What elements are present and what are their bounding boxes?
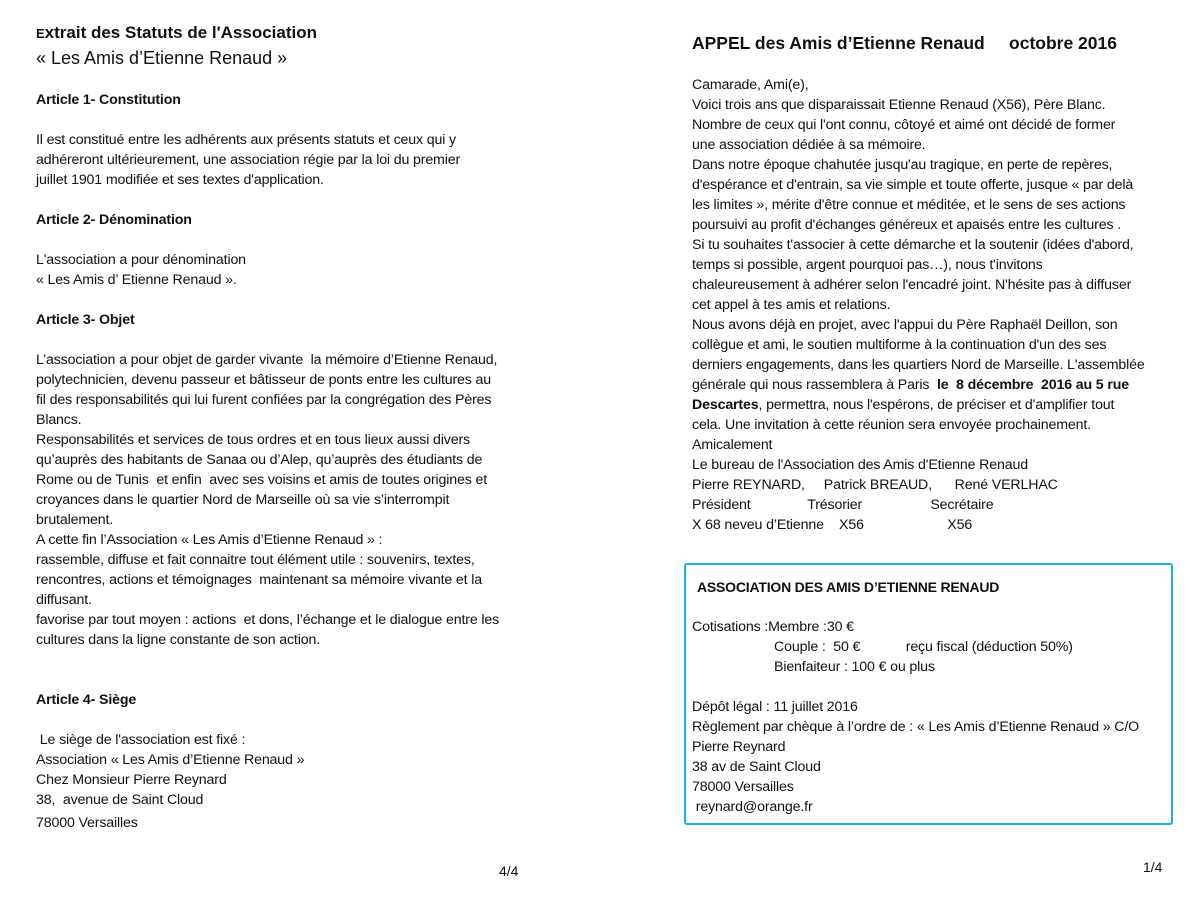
text-line: adhéreront ultérieurement, une association régie par la loi du premier <box>36 152 461 168</box>
text-line: rencontres, actions et témoignages maintenant sa mémoire vivante et la <box>36 572 482 588</box>
text-line: cet appel à tes amis et relations. <box>692 297 891 313</box>
article-4-heading: Article 4- Siège <box>36 692 137 708</box>
text-line: L’association a pour objet de garder vivante la mémoire d’Etienne Renaud, <box>36 352 498 368</box>
text-line: Le bureau de l'Association des Amis d'Etienne Renaud <box>692 457 1028 473</box>
statuts-title: Extrait des Statuts de l'Association <box>36 23 318 42</box>
text-line: Blancs. <box>36 412 82 428</box>
text-line: Amicalement <box>692 437 773 453</box>
article-4-body <box>36 730 304 833</box>
text-line: polytechnicien, devenu passeur et bâtisseur de ponts entre les cultures au <box>36 372 492 388</box>
article-2-heading: Article 2- Dénomination <box>36 212 192 228</box>
appel-letter-body <box>692 75 1145 535</box>
text-line: « Les Amis d’ Etienne Renaud ». <box>36 272 237 288</box>
text-line: diffusant. <box>36 592 92 608</box>
text-line: poursuivi au profit d'échanges généreux et apaisés entre les cultures . <box>692 217 1121 233</box>
signatories-details: X 68 neveu d’Etienne X56 X56 <box>692 517 973 533</box>
text-line: L'association a pour dénomination <box>36 252 246 268</box>
article-2-body <box>36 250 246 290</box>
assembly-date: le 8 décembre 2016 au 5 rue <box>936 377 1129 393</box>
text-line: fil des responsabilités qui lui furent confiées par la congrégation des Pères <box>36 392 492 408</box>
text-line: favorise par tout moyen : actions et dons, l’échange et le dialogue entre les <box>36 612 500 628</box>
signatories-roles: Président Trésorier Secrétaire <box>692 497 994 513</box>
fee-bienfaiteur: Bienfaiteur : 100 € ou plus <box>774 659 935 675</box>
page-number-left: 4/4 <box>499 863 519 879</box>
appel-title: APPEL des Amis d’Etienne Renaud octobre 2016 <box>692 33 1117 53</box>
text-line: juillet 1901 modifiée et ses textes d'application. <box>36 172 324 188</box>
fee-couple: Couple : 50 € reçu fiscal (déduction 50%) <box>774 639 1073 655</box>
text-line: cela. Une invitation à cette réunion sera envoyée prochainement. <box>692 417 1091 433</box>
text-line: Nombre de ceux qui l'ont connu, côtoyé et aimé ont décidé de former <box>692 117 1116 133</box>
contact-email: reynard@orange.fr <box>692 799 813 815</box>
statuts-subtitle: « Les Amis d’Etienne Renaud » <box>36 48 288 68</box>
text-line: 78000 Versailles <box>36 815 138 831</box>
text-line: Si tu souhaites t'associer à cette démarche et la soutenir (idées d'abord, <box>692 237 1134 253</box>
text-line: Rome ou de Tunis et enfin avec ses voisins et amis de toutes origines et <box>36 472 488 488</box>
text-line: qu’auprès des habitants de Sanaa ou d’Alep, qu’auprès des étudiants de <box>36 452 483 468</box>
membership-box-title: ASSOCIATION DES AMIS D’ETIENNE RENAUD <box>697 579 1000 595</box>
text-line: Le siège de l'association est fixé : <box>36 732 246 748</box>
article-3-body <box>36 350 499 650</box>
article-1-body <box>36 130 460 190</box>
membership-box <box>684 563 1173 825</box>
text-line: A cette fin l’Association « Les Amis d’Etienne Renaud » : <box>36 532 383 548</box>
text-line: Il est constitué entre les adhérents aux présents statuts et ceux qui y <box>36 132 456 148</box>
assembly-line: générale qui nous rassemblera à Paris le 8 décembre 2016 au 5 rue <box>692 377 1129 393</box>
text-line: chaleureusement à adhérer selon l'encadré joint. N'hésite pas à diffuser <box>692 277 1132 293</box>
text-line: Chez Monsieur Pierre Reynard <box>36 772 227 788</box>
depot-legal: Dépôt légal : 11 juillet 2016 <box>692 699 858 715</box>
text-line: Responsabilités et services de tous ordres et en tous lieux aussi divers <box>36 432 470 448</box>
address-street: 38 av de Saint Cloud <box>692 759 821 775</box>
text-line: brutalement. <box>36 512 114 528</box>
text-line: rassemble, diffuse et fait connaitre tout élément utile : souvenirs, textes, <box>36 552 475 568</box>
reglement-line: Règlement par chèque à l’ordre de : « Les Amis d’Etienne Renaud » C/O <box>692 719 1140 735</box>
descartes-line: Descartes, permettra, nous l'espérons, de préciser et d'amplifier tout <box>692 397 1115 413</box>
signatories-names: Pierre REYNARD, Patrick BREAUD, René VERLHAC <box>692 477 1058 493</box>
page-number-right: 1/4 <box>1143 859 1163 875</box>
text-line: collègue et ami, le soutien multiforme à la continuation d'un des ses <box>692 337 1107 353</box>
text-line: derniers engagements, dans les quartiers Nord de Marseille. L'assemblée <box>692 357 1145 373</box>
text-line: Dans notre époque chahutée jusqu'au tragique, en perte de repères, <box>692 157 1113 173</box>
text-line: Camarade, Ami(e), <box>692 77 809 93</box>
text-line: cultures dans la ligne constante de son action. <box>36 632 320 648</box>
text-line: croyances dans le quartier Nord de Marseille où sa vie s’interrompit <box>36 492 450 508</box>
fee-membre: Cotisations :Membre :30 € <box>692 619 854 635</box>
membership-fees <box>692 617 1073 677</box>
text-line: Association « Les Amis d’Etienne Renaud » <box>36 752 305 768</box>
text-line: d'espérance et d'entrain, sa vie simple et toute offerte, jusque « par delà <box>692 177 1134 193</box>
text-line: 38, avenue de Saint Cloud <box>36 792 204 808</box>
assembly-street: Descartes <box>692 397 759 413</box>
text-line: temps si possible, argent pourquoi pas…), nous t'invitons <box>692 257 1043 273</box>
article-3-heading: Article 3- Objet <box>36 312 135 328</box>
address-name: Pierre Reynard <box>692 739 786 755</box>
text-line: Nous avons déjà en projet, avec l'appui du Père Raphaël Deillon, son <box>692 317 1118 333</box>
appel-page <box>600 0 1200 900</box>
text-line: une association dédiée à sa mémoire. <box>692 137 926 153</box>
text-line: les limites », mérite d'être connue et méditée, et le sens de ses actions <box>692 197 1126 213</box>
article-1-heading: Article 1- Constitution <box>36 92 181 108</box>
membership-info <box>692 697 1139 817</box>
text-line: Voici trois ans que disparaissait Etienne Renaud (X56), Père Blanc. <box>692 97 1106 113</box>
address-city: 78000 Versailles <box>692 779 794 795</box>
